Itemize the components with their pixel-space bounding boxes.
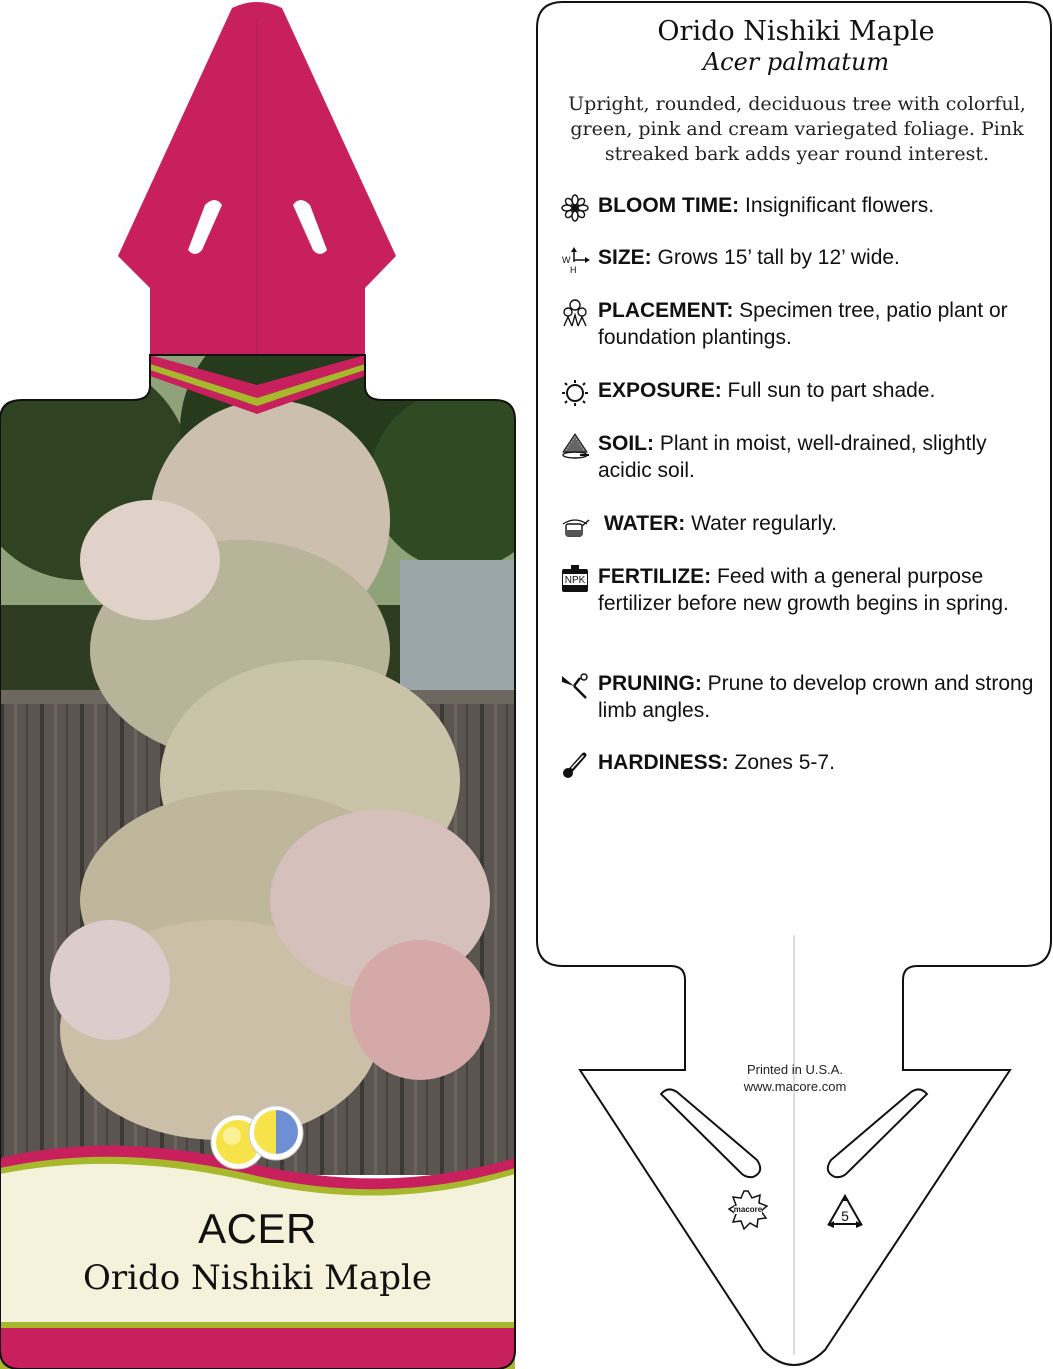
svg-text:macore: macore (733, 1205, 763, 1214)
back-title: Orido Nishiki Maple (657, 16, 935, 47)
part-shade-icon (249, 1106, 303, 1160)
website-text: www.macore.com (743, 1079, 847, 1094)
printed-in-text: Printed in U.S.A. (746, 1062, 844, 1077)
front-common-name: Orido Nishiki Maple (82, 1258, 432, 1298)
soil-icon (560, 432, 590, 460)
fertilizer-can-icon (560, 565, 590, 593)
flower-icon (560, 194, 590, 222)
macore-logo-icon (728, 1190, 768, 1230)
recycle-5-icon (826, 1193, 864, 1229)
plant-photo (0, 310, 520, 1175)
back-latin-name: Acer palmatum (702, 48, 890, 76)
svg-text:5: 5 (841, 1208, 849, 1224)
svg-text:W: W (562, 255, 571, 265)
size-arrows-icon (560, 246, 590, 274)
back-description: Upright, rounded, deciduous tree with colorful, green, pink and cream variegated foliage. Pink streaked bark adds year round interest. (568, 93, 1026, 165)
svg-text:H: H (570, 265, 577, 274)
sun-outline-icon (560, 379, 590, 407)
placement-plants-icon (560, 299, 590, 327)
svg-text:NPK: NPK (564, 575, 586, 586)
thermometer-icon (560, 751, 590, 779)
watering-can-icon (560, 512, 590, 540)
front-tag (0, 0, 520, 1369)
pruning-shears-icon (560, 672, 590, 700)
front-genus: ACER (198, 1205, 317, 1252)
